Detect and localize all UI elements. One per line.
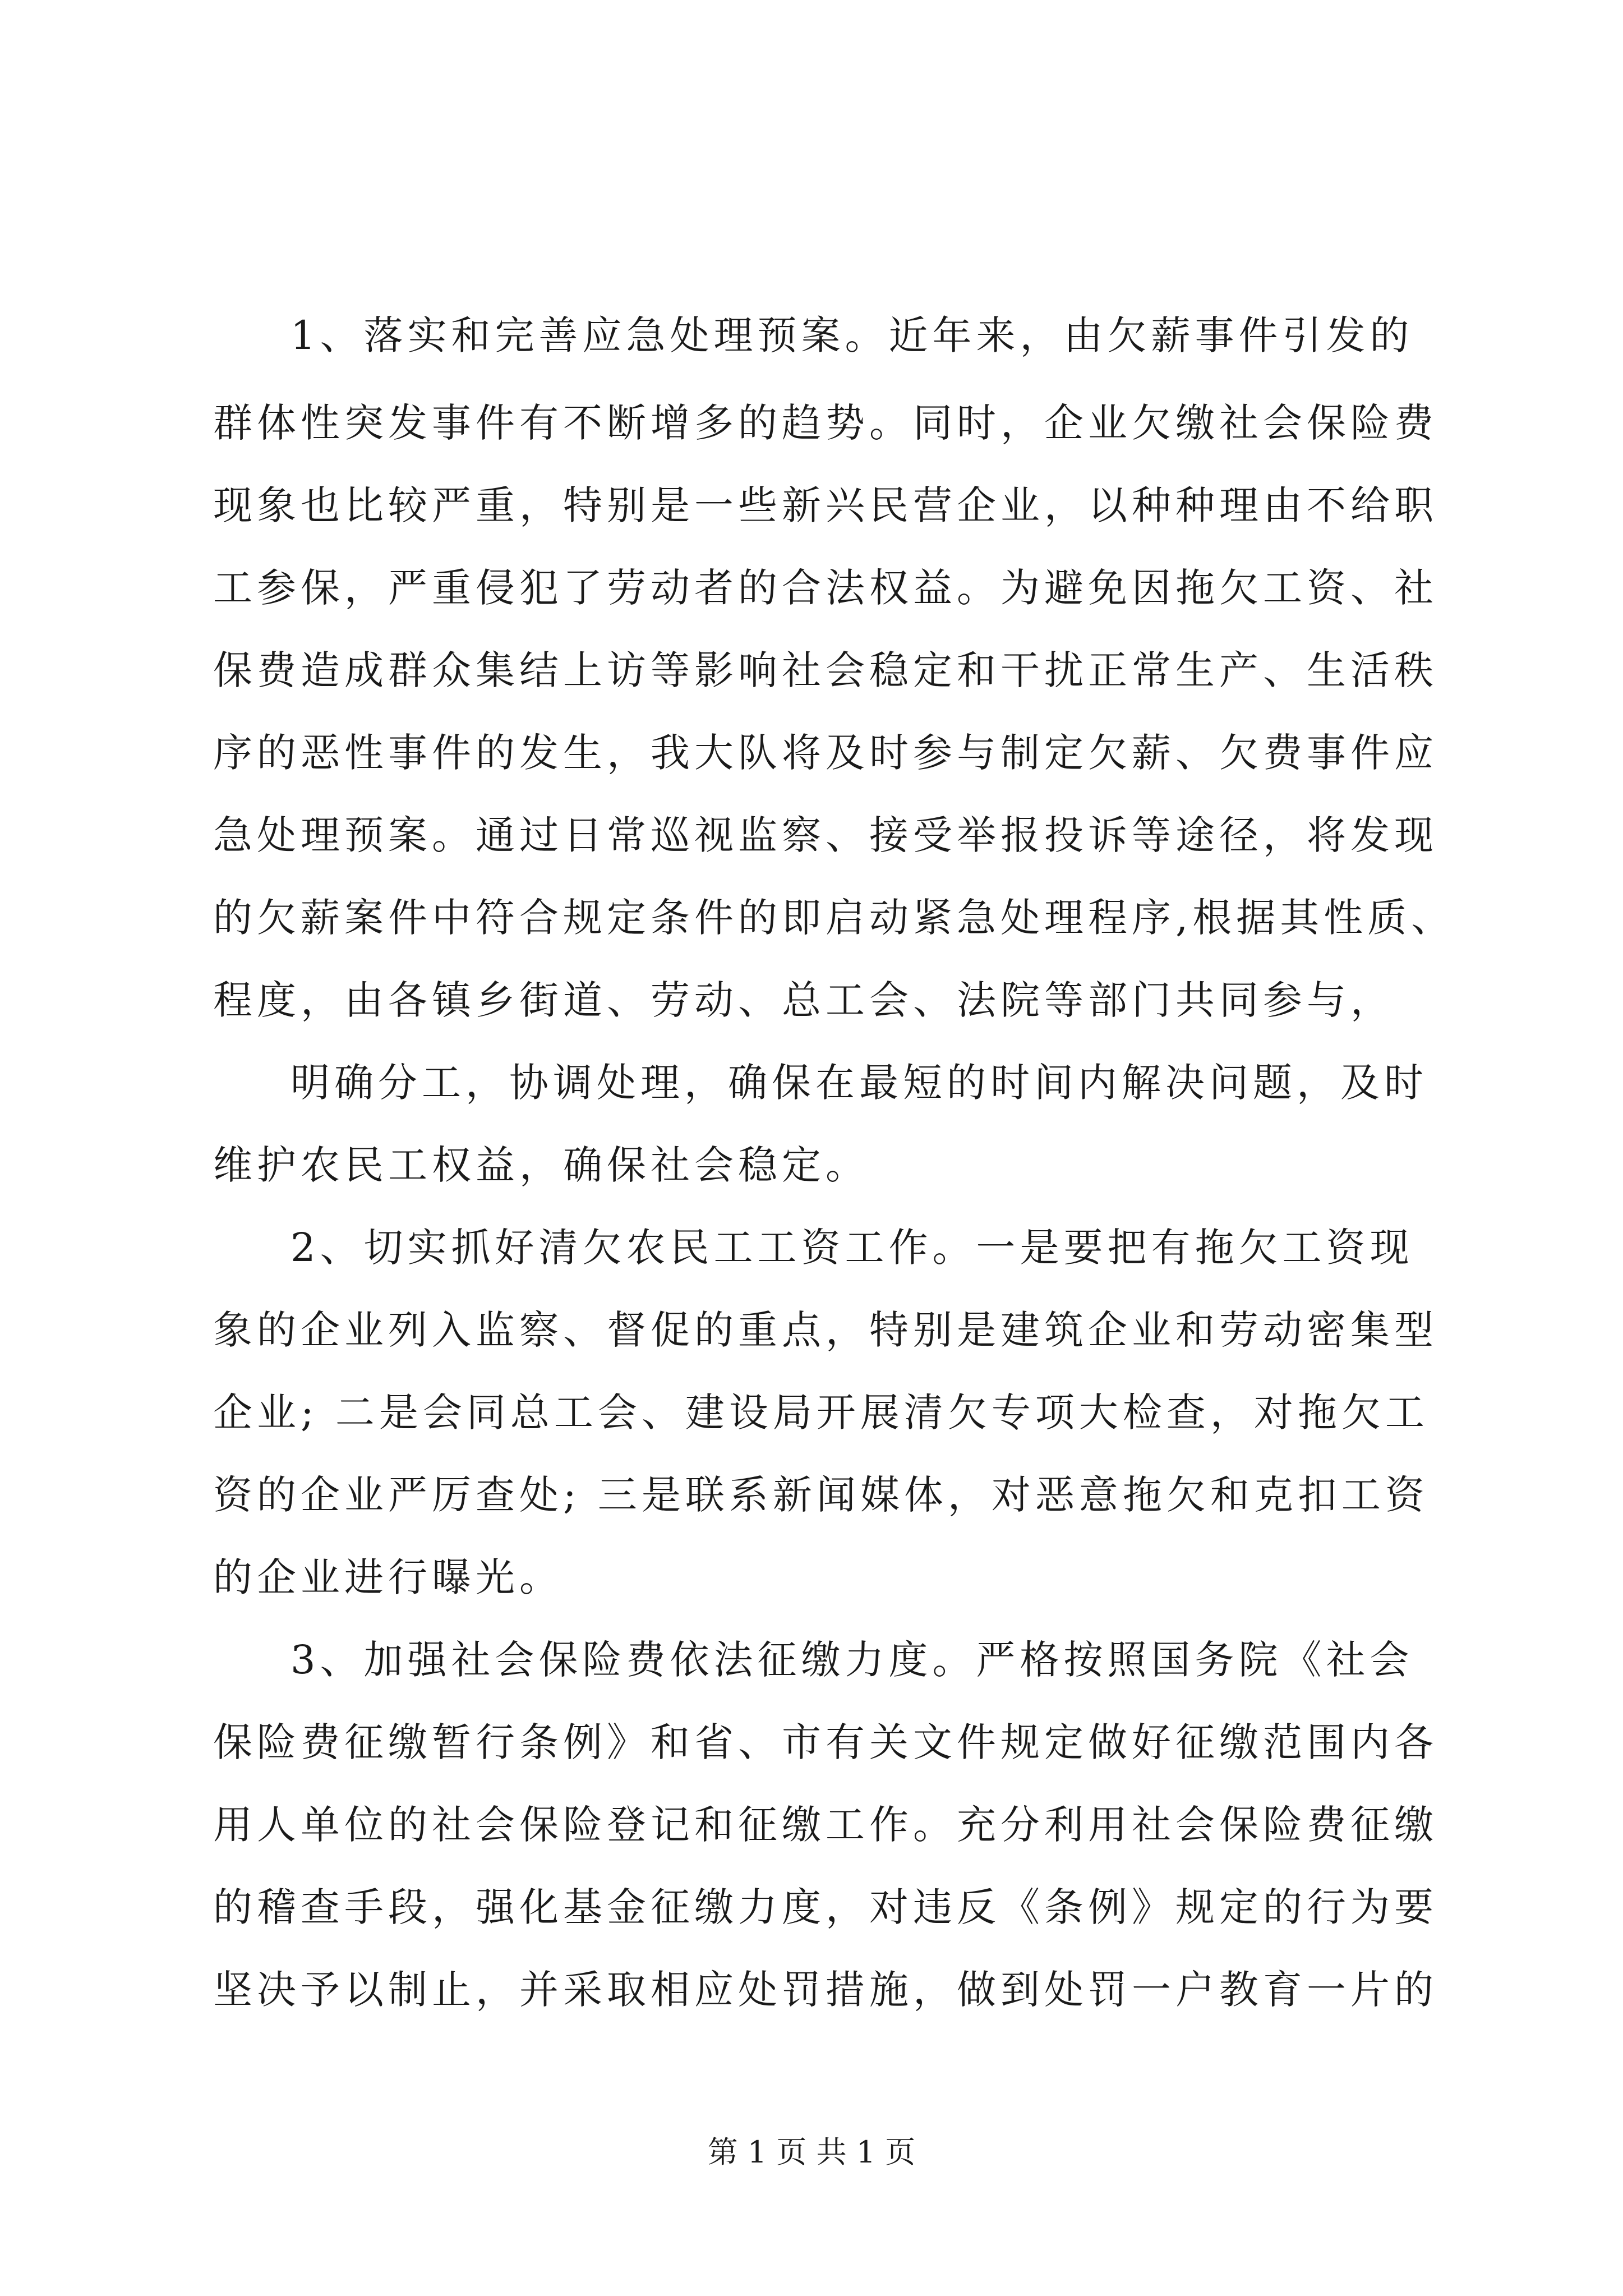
text-line-2: 群体性突发事件有不断增多的趋势。同时，企业欠缴社会保险费 bbox=[213, 400, 1438, 446]
text-line-15: 资的企业严厉查处; 三是联系新闻媒体，对恶意拖欠和克扣工资 bbox=[213, 1472, 1429, 1518]
text-line-17: 3、加强社会保险费依法征缴力度。严格按照国务院《社会 bbox=[291, 1637, 1414, 1683]
text-line-4: 工参保，严重侵犯了劳动者的合法权益。为避免因拖欠工资、社 bbox=[213, 565, 1438, 611]
page-footer: 第 1 页 共 1 页 bbox=[707, 2134, 916, 2170]
text-line-12: 2、切实抓好清欠农民工工资工作。一是要把有拖欠工资现 bbox=[291, 1225, 1414, 1271]
text-line-20: 的稽查手段，强化基金征缴力度，对违反《条例》规定的行为要 bbox=[213, 1884, 1438, 1930]
text-line-8: 的欠薪案件中符合规定条件的即启动紧急处理程序,根据其性质、 bbox=[213, 895, 1455, 941]
text-line-21: 坚决予以制止，并采取相应处罚措施，做到处罚一户教育一片的 bbox=[213, 1967, 1438, 2013]
text-line-14: 企业; 二是会同总工会、建设局开展清欠专项大检查，对拖欠工 bbox=[213, 1389, 1429, 1435]
text-line-10: 明确分工，协调处理，确保在最短的时间内解决问题，及时 bbox=[291, 1060, 1428, 1106]
text-line-5: 保费造成群众集结上访等影响社会稳定和干扰正常生产、生活秩 bbox=[213, 647, 1438, 693]
text-line-6: 序的恶性事件的发生，我大队将及时参与制定欠薪、欠费事件应 bbox=[213, 730, 1438, 776]
text-line-18: 保险费征缴暂行条例》和省、市有关文件规定做好征缴范围内各 bbox=[213, 1719, 1438, 1765]
text-line-11: 维护农民工权益，确保社会稳定。 bbox=[213, 1142, 869, 1188]
text-line-7: 急处理预案。通过日常巡视监察、接受举报投诉等途径，将发现 bbox=[213, 812, 1438, 858]
text-line-16: 的企业进行曝光。 bbox=[213, 1554, 563, 1600]
text-line-3: 现象也比较严重，特别是一些新兴民营企业，以种种理由不给职 bbox=[213, 482, 1438, 528]
text-line-13: 象的企业列入监察、督促的重点，特别是建筑企业和劳动密集型 bbox=[213, 1307, 1438, 1353]
text-line-19: 用人单位的社会保险登记和征缴工作。充分利用社会保险费征缴 bbox=[213, 1802, 1438, 1848]
text-line-1: 1、落实和完善应急处理预案。近年来，由欠薪事件引发的 bbox=[291, 312, 1414, 358]
text-line-9: 程度，由各镇乡街道、劳动、总工会、法院等部门共同参与， bbox=[213, 977, 1394, 1023]
